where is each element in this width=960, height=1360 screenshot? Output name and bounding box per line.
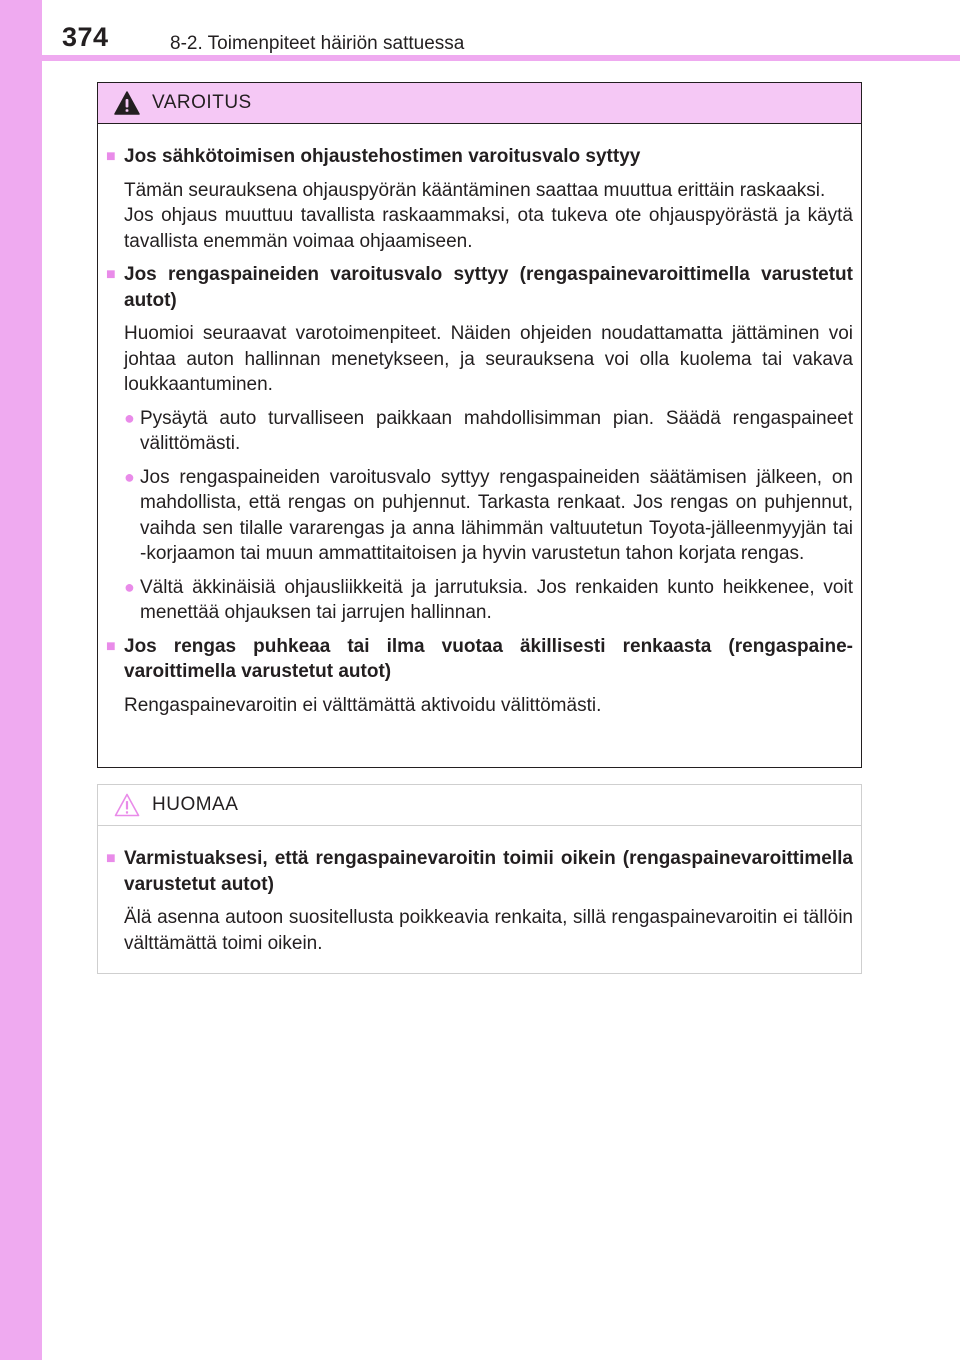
warning-box-header (98, 83, 861, 124)
warning-title: VAROITUS (152, 92, 252, 113)
notice-title: HUOMAA (152, 794, 239, 815)
square-bullet-icon: ■ (106, 637, 116, 655)
notice-body (98, 826, 861, 956)
page-number: 374 (62, 22, 109, 52)
square-bullet-icon: ■ (106, 148, 116, 165)
warning-bullet-item: ● Jos rengaspaineiden varoitusvalo syttyy rengaspaineiden säätämisen jälkeen, on mahdollista, että rengas on puhjennut. Tarkasta renkaat. Jos rengas on puhjennut, vaihda sen tilalle vararengas ja anna lähimmän valtuutetun Toyota-jälleenmyyjän tai -korjaamon tai muun ammattitaitoisen ja hyvin varustetun tahon korjata rengas. (106, 465, 853, 567)
warning-heading-power-steering: ■ Jos sähkötoimisen ohjaustehostimen varoitusvalo syttyy (106, 144, 853, 170)
square-bullet-icon: ■ (106, 266, 116, 283)
section-title: 8-2. Toimenpiteet häiriön sattuessa (170, 33, 465, 54)
warning-bullet-item: ● Vältä äkkinäisiä ohjausliikkeitä ja jarrutuksia. Jos renkaiden kunto heikkenee, voit menettää ohjauksen tai jarrujen hallinnan. (106, 575, 853, 626)
notice-heading-tire-pressure: ■ Varmistuaksesi, että rengaspainevaroitin toimii oikein (rengaspainevaroittimella varustetut autot) (106, 846, 853, 897)
notice-box (97, 784, 862, 974)
circle-bullet-icon: ● (124, 576, 135, 597)
warning-bullet-item: ● Pysäytä auto turvalliseen paikkaan mahdollisimman pian. Säädä rengaspaineet välittömästi. (106, 406, 853, 457)
side-tab-bar (0, 0, 42, 1360)
warning-body (98, 124, 861, 718)
warning-paragraph: Tämän seurauksena ohjauspyörän kääntäminen saattaa muuttua erittäin raskaaksi. Jos ohjaus muuttuu tavallista raskaammaksi, ota tukeva ote ohjauspyörästä ja käytä tavallista enemmän voimaa ohjaamiseen. (124, 179, 853, 252)
warning-paragraph: Huomioi seuraavat varotoimenpiteet. Näiden ohjeiden noudattamatta jättäminen voi johtaa auton hallinnan menetykseen, ja seurauksena voi olla kuolema tai vakava loukkaantuminen. (124, 323, 853, 395)
warning-triangle-icon (114, 91, 140, 115)
circle-bullet-icon: ● (124, 466, 135, 487)
warning-heading-puncture: ■ Jos rengas puhkeaa tai ilma vuotaa äkillisesti renkaasta (rengaspainevaroittimella varustetut autot) (106, 634, 853, 685)
notice-paragraph: Älä asenna autoon suositellusta poikkeavia renkaita, sillä rengaspainevaroitin ei tällöin välttämättä toimi oikein. (124, 907, 853, 954)
caution-triangle-outline-icon (114, 793, 140, 817)
warning-paragraph: Rengaspainevaroitin ei välttämättä aktivoidu välittömästi. (124, 694, 602, 716)
header-rule (42, 55, 960, 61)
notice-box-header (98, 785, 861, 826)
circle-bullet-icon: ● (124, 407, 135, 428)
warning-heading-tire-pressure: ■ Jos rengaspaineiden varoitusvalo syttyy (rengaspainevaroittimella varustetut autot) (106, 262, 853, 313)
warning-box (97, 82, 862, 768)
square-bullet-icon: ■ (106, 850, 116, 867)
